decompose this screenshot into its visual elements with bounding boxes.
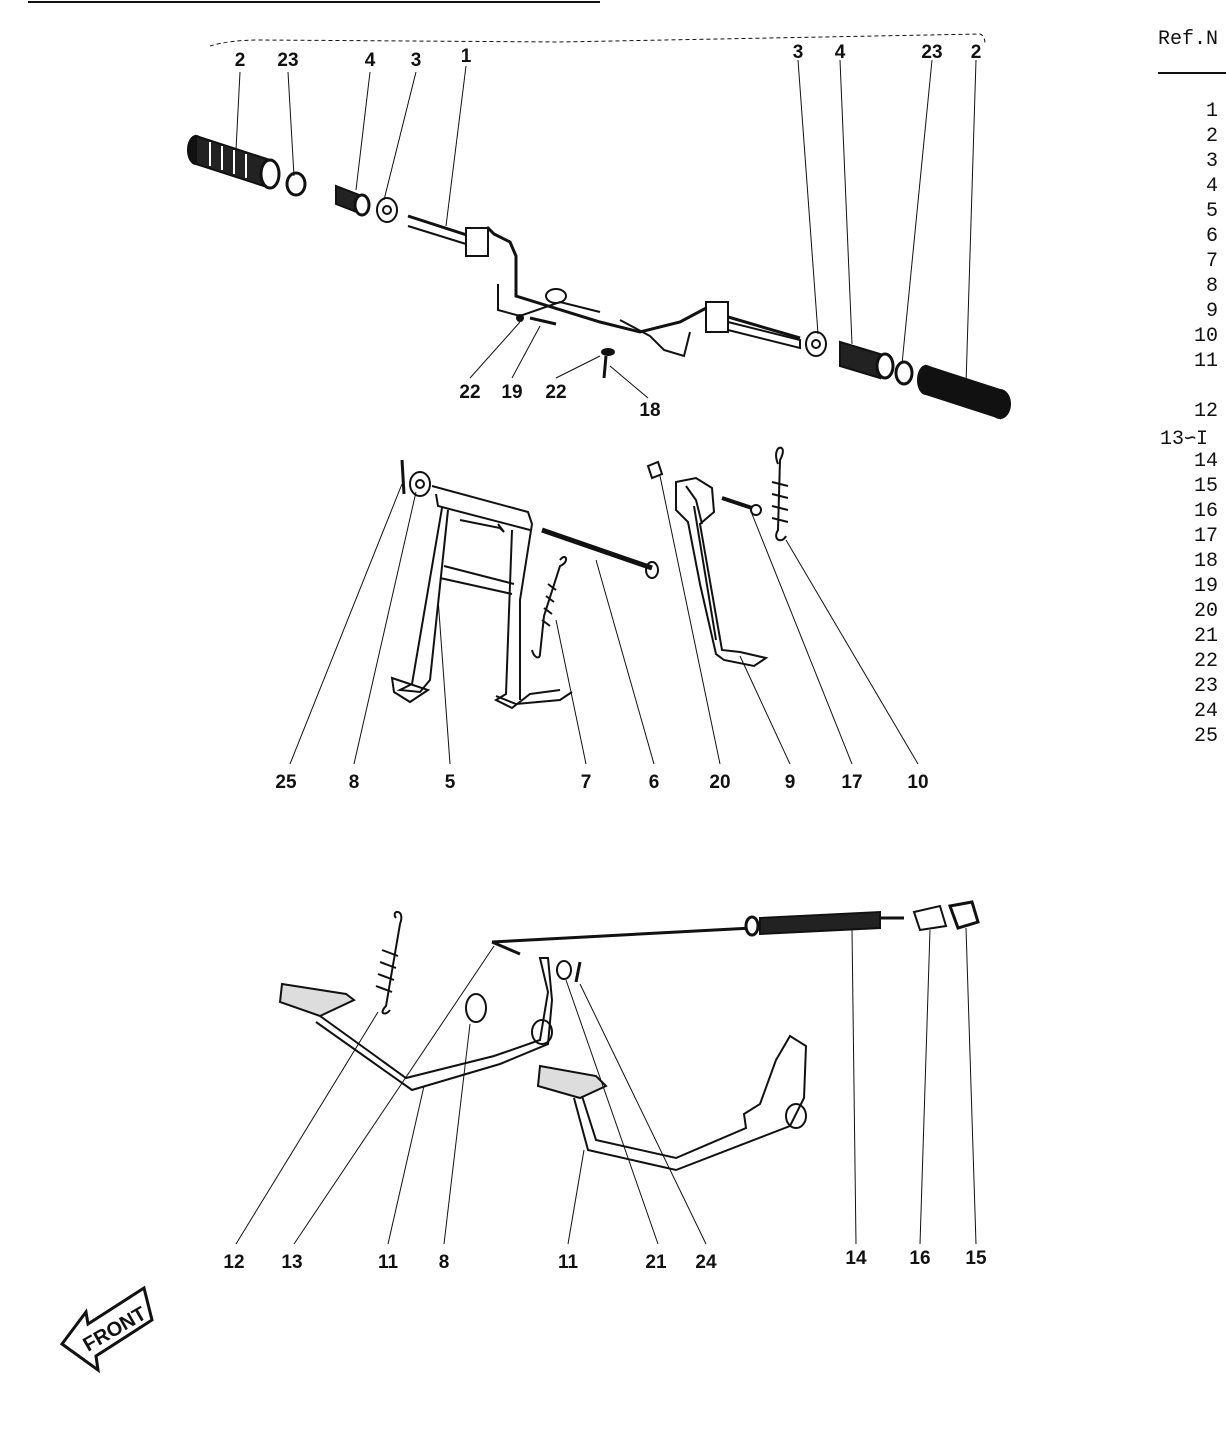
left-pedal-pad [280,984,354,1016]
ref-item: 24 [1193,700,1218,723]
stand-spring-10 [776,448,786,541]
ref-item: 10 [1193,325,1218,348]
callout: 25 [275,772,297,793]
right-spring-end [877,354,893,378]
ref-header: Ref.N [1158,28,1219,51]
left-washer-hole [383,206,391,214]
callout: 11 [557,1252,579,1273]
ref-range-glyph: ∽I [1184,428,1209,451]
middle-leaders [290,476,918,764]
callout: 7 [580,772,592,793]
top-leaders [236,60,976,398]
ref-item: 22 [1193,650,1218,673]
ref-item: 5 [1205,200,1218,223]
ref-item: 3 [1205,150,1218,173]
center-stand-assembly [392,448,788,708]
callout: 3 [410,50,422,71]
ref-item: 6 [1205,225,1218,248]
footrest-assembly [188,136,1010,418]
callout: 15 [965,1248,987,1269]
ref-item: 14 [1193,450,1218,473]
left-footrest-rubber [188,136,279,188]
ref-item: 15 [1193,475,1218,498]
callout: 22 [459,382,481,403]
callout: 21 [645,1252,667,1273]
bolt-18 [604,356,606,378]
brake-pedal-assembly [280,902,978,1170]
right-washer-hole [812,340,820,348]
callout: 18 [639,400,661,421]
ref-list [1150,100,1226,760]
ref-item: 7 [1205,250,1218,273]
ref-item: 13∽I [1160,428,1209,451]
callout: 13 [281,1252,303,1273]
ref-item: 17 [1193,525,1218,548]
callouts-bottom [223,1248,987,1273]
ref-item: 8 [1205,275,1218,298]
bolt-17-head [751,505,761,515]
right-spring [840,342,880,378]
washer-8-mid-hole [416,480,424,488]
ref-item: 21 [1193,625,1218,648]
ref-item: 23 [1193,675,1218,698]
pin-24 [576,962,580,982]
brake-joint [914,906,946,930]
ref-item: 9 [1205,300,1218,323]
callout: 19 [501,382,523,403]
bolt-17 [722,498,752,508]
washer-8-bottom [466,994,486,1022]
callout: 1 [460,46,472,67]
callout: 17 [841,772,863,793]
callouts-middle [275,772,928,793]
callout: 5 [444,772,456,793]
ref-item: 20 [1193,600,1218,623]
cotter-pin-25 [402,460,404,494]
front-arrow [62,1288,152,1370]
ref-item: 1 [1205,100,1218,123]
callout: 23 [921,42,943,63]
callout: 11 [377,1252,399,1273]
callout: 23 [277,50,299,71]
assembly-bracket [210,34,985,46]
callout: 20 [709,772,731,793]
nut-20 [648,462,662,478]
left-clip-ring [287,173,305,195]
right-bracket [706,302,728,332]
adjusting-nut [950,902,978,928]
callout: 14 [845,1248,867,1269]
left-washer [377,198,397,222]
ref-item: 4 [1205,175,1218,198]
washer-22-right [602,349,614,355]
callout: 22 [545,382,567,403]
callout: 2 [970,42,982,63]
right-footrest-rubber [918,366,1010,418]
pivot-shaft-end [646,562,658,578]
callout: 16 [909,1248,931,1269]
washer-8-mid [410,472,430,496]
callout: 4 [364,50,376,71]
callout: 2 [234,50,246,71]
callout: 8 [438,1252,450,1273]
left-bracket [466,228,488,256]
right-clip-ring [896,362,912,384]
ref-item: 16 [1193,500,1218,523]
callout: 6 [648,772,660,793]
footrest-bar-left-end [408,226,466,244]
center-hole [546,289,566,303]
right-pedal-pad [538,1066,606,1098]
callout: 3 [792,42,804,63]
ref-item: 18 [1193,550,1218,573]
callout: 4 [834,42,846,63]
callout: 9 [784,772,796,793]
left-pedal-arm [316,958,552,1090]
left-spring [336,186,369,215]
ref-item: 11 [1193,350,1218,373]
ref-item: 25 [1193,725,1218,748]
brake-spring [760,912,880,934]
ref-item: 12 [1193,400,1218,423]
washer-21 [557,961,571,979]
callout: 24 [695,1252,717,1273]
callout: 8 [348,772,360,793]
brake-rod [492,928,752,942]
ref-divider [1158,72,1226,74]
ref-item: 2 [1205,125,1218,148]
callout: 10 [907,772,929,793]
callout: 12 [223,1252,245,1273]
return-spring-12 [383,912,402,1014]
bolt-19 [530,318,556,324]
center-mount-right [620,320,690,356]
washer-22-left [517,315,523,321]
right-washer [806,332,826,356]
front-arrow-label: FRONT [79,1302,151,1357]
ref-item: 19 [1193,575,1218,598]
